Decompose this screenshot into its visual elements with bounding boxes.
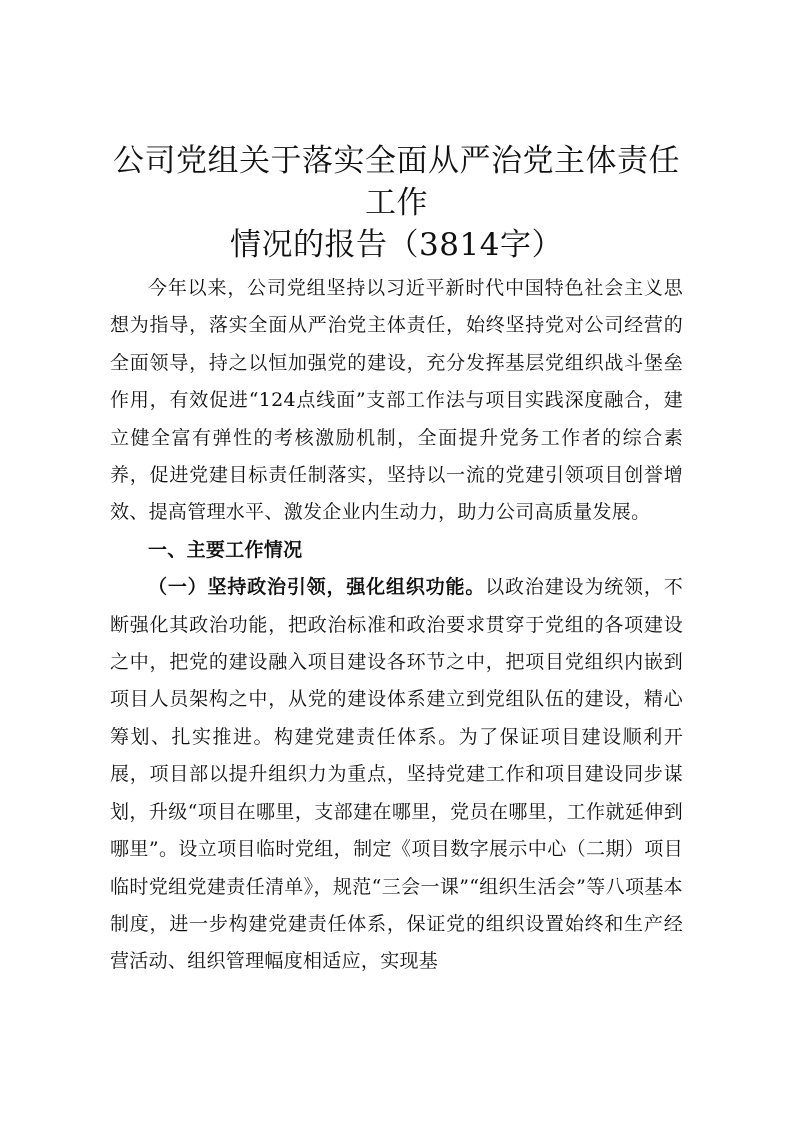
document-title xyxy=(110,140,683,266)
title-line-1: 公司党组关于落实全面从严治党主体责任工作 xyxy=(113,143,680,221)
item-1-text: 以政治建设为统领，不断强化其政治功能，把政治标准和政治要求贯穿于党组的各项建设之中，把党的建设融入项目建设各环节之中，把项目党组织内嵌到项目人员架构之中，从党的建设体系建立到党组队伍的建设，精心筹划、扎实推进。构建党建责任体系。为了保证项目建设顺利开展，项目部以提升组织力为重点，坚持党建工作和项目建设同步谋划，升级“项目在哪里，支部建在哪里，党员在哪里，工作就延伸到哪里”。设立项目临时党组，制定《项目数字展示中心（二期）项目临时党组党建责任清单》，规范“三会一课”“组织生活会”等八项基本制度，进一步构建党建责任体系，保证党的组织设置始终和生产经营活动、组织管理幅度相适应，实现基 xyxy=(110,576,683,973)
section-heading-1: 一、主要工作情况 xyxy=(148,538,303,561)
item-1-lead: （一）坚持政治引领，强化组织功能。 xyxy=(148,576,486,599)
item-1-paragraph xyxy=(110,569,683,980)
intro-paragraph: 今年以来，公司党组坚持以习近平新时代中国特色社会主义思想为指导，落实全面从严治党主体责任，始终坚持党对公司经营的全面领导，持之以恒加强党的建设，充分发挥基层党组织战斗堡垒作用，有效促进“124点线面”支部工作法与项目实践深度融合，建立健全富有弹性的考核激励机制，全面提升党务工作者的综合素养，促进党建目标责任制落实，坚持以一流的党建引领项目创誉增效、提高管理水平、激发企业内生动力，助力公司高质量发展。 xyxy=(110,277,683,524)
title-line-2: 情况的报告（3814字） xyxy=(230,227,563,263)
document-body xyxy=(110,270,683,981)
